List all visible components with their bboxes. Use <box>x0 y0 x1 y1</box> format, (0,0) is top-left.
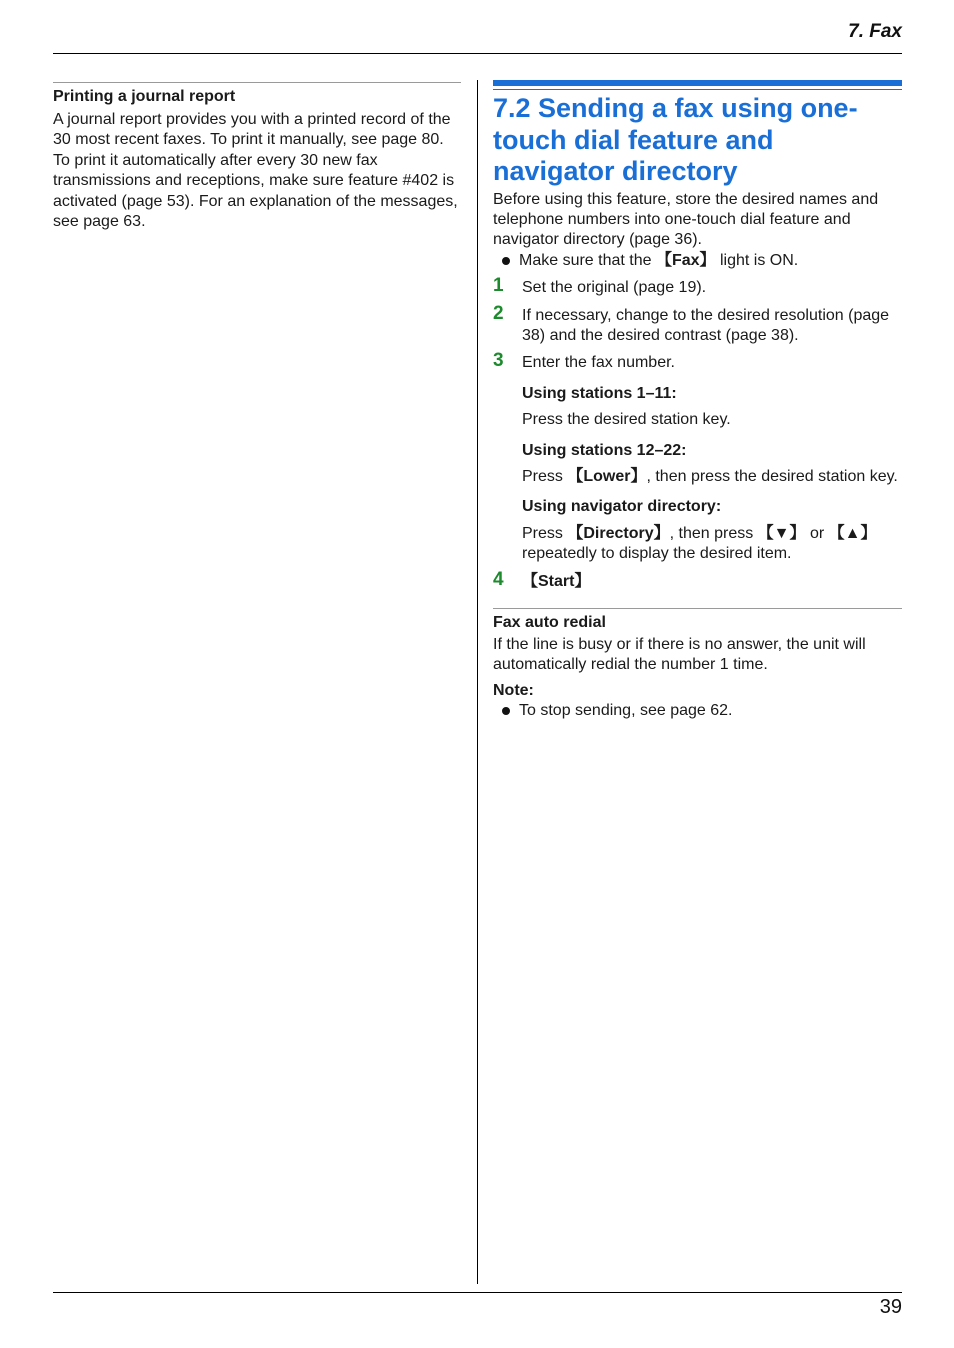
step-4 <box>493 568 902 592</box>
page-number: 39 <box>879 1296 902 1318</box>
option-text-stations-1-11: Press the desired station key. <box>522 411 731 429</box>
section-divider <box>53 82 461 83</box>
step-number: 3 <box>493 350 504 372</box>
fax-key: 【Fax】 <box>655 251 716 269</box>
step-3 <box>493 350 902 373</box>
bullet-dot <box>502 707 510 715</box>
redial-divider <box>493 608 902 609</box>
footer-rule <box>53 1292 902 1293</box>
note-bullet: To stop sending, see page 62. <box>493 701 902 721</box>
section-bar-thin <box>493 89 902 90</box>
step-number: 2 <box>493 302 504 324</box>
fax-light-bullet: Make sure that the 【Fax】 light is ON. <box>493 251 902 271</box>
directory-key: 【Directory】 <box>567 524 670 542</box>
step-number: 1 <box>493 275 504 297</box>
step-text: Set the original (page 19). <box>522 279 707 297</box>
redial-body: If the line is busy or if there is no answer, the unit will automatically redial the number 1 time. <box>493 636 866 674</box>
bullet-dot <box>502 257 510 265</box>
left-column <box>53 82 461 232</box>
journal-report-heading: Printing a journal report <box>53 88 236 105</box>
journal-report-body: A journal report provides you with a printed record of the 30 most recent faxes. To print it manually, see page 80. To print it automatically after every 30 new fax transmissions and receptions, make sure feature #402 is activated (page 53). For an explanation of the messages, see page 63. <box>53 111 458 231</box>
step-text: Enter the fax number. <box>522 354 675 372</box>
start-key: 【Start】 <box>522 572 591 590</box>
option-heading-stations-12-22: Using stations 12–22: <box>522 441 687 459</box>
step-1 <box>493 275 902 298</box>
option-heading-stations-1-11: Using stations 1–11: <box>522 384 677 402</box>
note-label: Note: <box>493 681 534 699</box>
section-title: 7.2 Sending a fax using one-touch dial feature and navigator directory <box>493 93 858 186</box>
header-rule <box>53 53 902 54</box>
right-column <box>493 80 902 722</box>
step-number: 4 <box>493 568 504 590</box>
up-key: 【▲】 <box>828 524 877 542</box>
column-divider <box>477 80 478 1284</box>
step-2 <box>493 302 902 347</box>
chapter-title: 7. Fax <box>848 21 902 42</box>
option-text-stations-12-22: Press 【Lower】, then press the desired station key. <box>522 467 898 485</box>
redial-heading: Fax auto redial <box>493 614 606 631</box>
option-heading-navigator: Using navigator directory: <box>522 498 722 516</box>
option-text-navigator: Press 【Directory】, then press 【▼】 or 【▲】 repeatedly to display the desired item. <box>522 524 877 563</box>
lower-key: 【Lower】 <box>567 467 647 485</box>
down-key: 【▼】 <box>757 524 806 542</box>
section-bar <box>493 80 902 86</box>
step-text: If necessary, change to the desired resolution (page 38) and the desired contrast (page 38). <box>522 306 890 344</box>
section-intro: Before using this feature, store the desired names and telephone numbers into one-touch dial feature and navigator directory (page 36). <box>493 190 879 249</box>
